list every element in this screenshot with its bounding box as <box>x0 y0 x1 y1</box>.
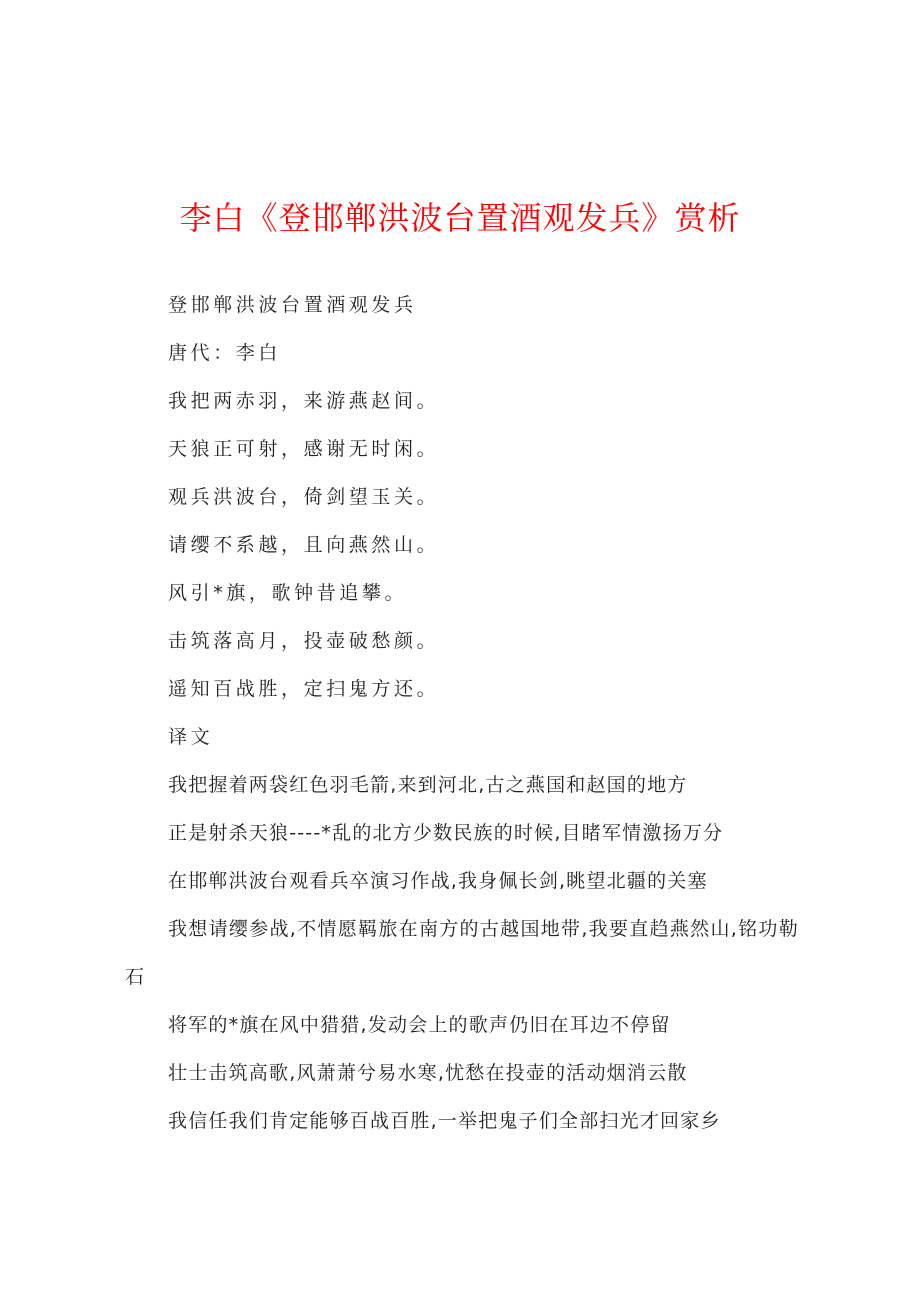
poem-line: 观兵洪波台，倚剑望玉关。 <box>168 486 440 508</box>
document-title: 李白《登邯郸洪波台置酒观发兵》赏析 <box>179 199 741 237</box>
translation-line: 正是射杀天狼----*乱的北方少数民族的时候,目睹军情激扬万分 <box>168 822 724 844</box>
translation-heading: 译文 <box>168 726 214 748</box>
poem-line: 请缨不系越，且向燕然山。 <box>168 534 440 556</box>
poem-line: 击筑落高月，投壶破愁颜。 <box>168 630 440 652</box>
translation-line: 将军的*旗在风中猎猎,发动会上的歌声仍旧在耳边不停留 <box>168 1014 671 1036</box>
poem-line: 我把两赤羽，来游燕赵间。 <box>168 390 440 412</box>
translation-line: 壮士击筑高歌,风萧萧兮易水寒,忧愁在投壶的活动烟消云散 <box>168 1062 688 1084</box>
translation-line: 我信任我们肯定能够百战百胜,一举把鬼子们全部扫光才回家乡 <box>168 1110 721 1132</box>
poem-line: 风引*旗，歌钟昔追攀。 <box>168 582 408 604</box>
poem-name: 登邯郸洪波台置酒观发兵 <box>168 294 417 316</box>
translation-line: 我想请缨参战,不情愿羁旅在南方的古越国地带,我要直趋燕然山,铭功勒石 <box>125 918 800 988</box>
poem-author: 唐代：李白 <box>168 342 282 364</box>
poem-line: 天狼正可射，感谢无时闲。 <box>168 438 440 460</box>
translation-line: 我把握着两袋红色羽毛箭,来到河北,古之燕国和赵国的地方 <box>168 774 688 796</box>
poem-line: 遥知百战胜，定扫鬼方还。 <box>168 678 440 700</box>
document-body <box>125 281 815 1145</box>
translation-line: 在邯郸洪波台观看兵卒演习作战,我身佩长剑,眺望北疆的关塞 <box>168 870 708 892</box>
